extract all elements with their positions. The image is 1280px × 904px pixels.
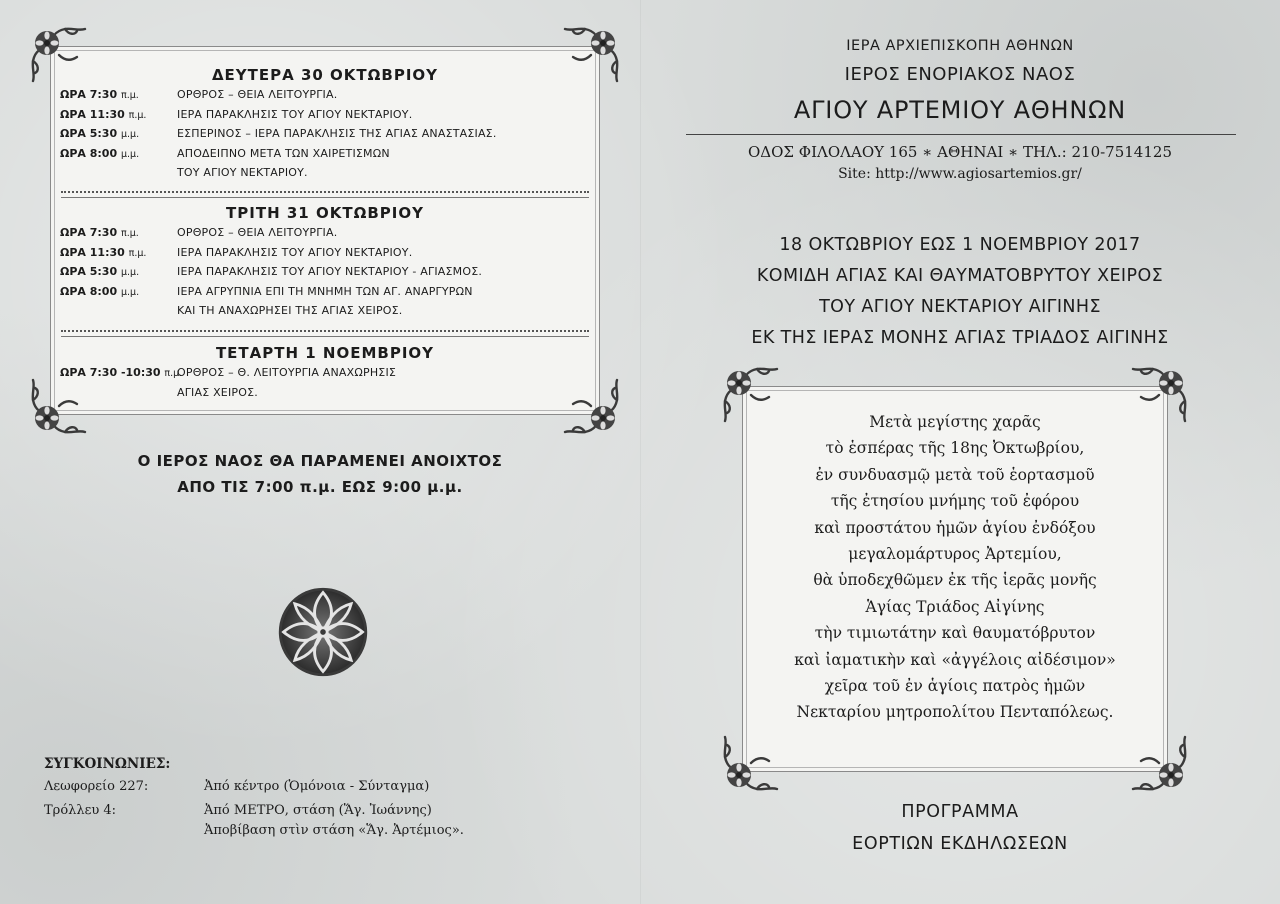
schedule-row (51, 243, 599, 263)
event-line: ΕΚ ΤΗΣ ΙΕΡΑΣ ΜΟΝΗΣ ΑΓΙΑΣ ΤΡΙΑΔΟΣ ΑΙΓΙΝΗΣ (751, 328, 1169, 348)
invitation-line: Νεκταρίου μητροπολίτου Πενταπόλεως. (796, 703, 1114, 722)
event-text: ΙΕΡΑ ΑΓΡΥΠΝΙΑ ΕΠΙ ΤΗ ΜΝΗΜΗ ΤΩΝ ΑΓ. ΑΝΑΡΓΥΡΩΝ (177, 284, 473, 298)
invitation-line: μεγαλομάρτυρος Ἀρτεμίου, (848, 545, 1062, 564)
event-line: 18 ΟΚΤΩΒΡΙΟΥ ΕΩΣ 1 ΝΟΕΜΒΡΙΟΥ 2017 (779, 235, 1141, 255)
schedule-row (51, 363, 599, 383)
event-text: ΙΕΡΑ ΠΑΡΑΚΛΗΣΙΣ ΤΟΥ ΑΓΙΟΥ ΝΕΚΤΑΡΙΟΥ - ΑΓΙΑΣΜΟΣ. (177, 265, 483, 278)
transport-value: Ἀποβίβαση στὶν στάση «Ἅγ. Ἀρτέμιος». (204, 823, 464, 838)
time: ΩΡΑ 7:30 (60, 88, 118, 101)
divider (61, 330, 589, 337)
time: ΩΡΑ 5:30 (60, 265, 118, 278)
invitation-line: ἐν συνδυασμῷ μετὰ τοῦ ἑορτασμοῦ (815, 465, 1095, 484)
event-heading (680, 230, 1240, 354)
time-suffix: π.μ. (128, 247, 147, 259)
schedule-row (51, 223, 599, 243)
time-suffix: π.μ. (120, 228, 139, 239)
schedule-day (51, 203, 599, 321)
schedule-row (51, 124, 599, 144)
schedule-row (51, 163, 599, 183)
rosette-icon (276, 585, 370, 679)
invitation-line: τὸ ἑσπέρας τῆς 18ης Ὀκτωβρίου, (825, 439, 1085, 458)
event-text: ΟΡΘΡΟΣ – ΘΕΙΑ ΛΕΙΤΟΥΡΓΙΑ. (177, 88, 338, 101)
schedule-row (51, 85, 599, 105)
event-text: ΑΠΟΔΕΙΠΝΟ ΜΕΤΑ ΤΩΝ ΧΑΙΡΕΤΙΣΜΩΝ (177, 146, 390, 160)
event-text: ΟΡΘΡΟΣ – ΘΕΙΑ ΛΕΙΤΟΥΡΓΙΑ. (177, 226, 338, 239)
time: ΩΡΑ 8:00 (60, 284, 118, 298)
parish-title: ΙΕΡΟΣ ΕΝΟΡΙΑΚΟΣ ΝΑΟΣ (844, 64, 1076, 85)
invitation-line: καὶ ἰαματικὴν καὶ «ἀγγέλοις αἰδέσιμον» (794, 650, 1116, 669)
event-text: ΙΕΡΑ ΠΑΡΑΚΛΗΣΙΣ ΤΟΥ ΑΓΙΟΥ ΝΕΚΤΑΡΙΟΥ. (177, 245, 413, 259)
time: ΩΡΑ 7:30 -10:30 (60, 366, 161, 379)
invitation-line: καὶ προστάτου ἡμῶν ἁγίου ἐνδόξου (814, 518, 1096, 537)
invitation-line: Ἁγίας Τριάδος Αἰγίνης (865, 597, 1045, 616)
event-line: ΤΟΥ ΑΓΙΟΥ ΝΕΚΤΑΡΙΟΥ ΑΙΓΙΝΗΣ (819, 297, 1101, 317)
schedule-row (51, 144, 599, 164)
time: ΩΡΑ 11:30 (60, 107, 125, 121)
event-text: ΤΟΥ ΑΓΙΟΥ ΝΕΚΤΑΡΙΟΥ. (177, 166, 308, 179)
opening-hours-line: ΑΠΟ ΤΙΣ 7:00 π.μ. ΕΩΣ 9:00 μ.μ. (177, 478, 463, 496)
transport-value: Ἀπό κέντρο (Ὁμόνοια - Σύνταγμα) (204, 779, 430, 794)
time: ΩΡΑ 7:30 (60, 226, 118, 239)
time: ΩΡΑ 5:30 (60, 127, 118, 140)
time-suffix: μ.μ. (120, 148, 140, 160)
invitation-line: θὰ ὑποδεχθῶμεν ἐκ τῆς ἱερᾶς μονῆς (813, 571, 1097, 590)
address: ΟΔΟΣ ΦΙΛΟΛΑΟΥ 165 ∗ ΑΘΗΝΑΙ ∗ ΤΗΛ.: 210-7514125 (748, 143, 1172, 161)
church-name: ΑΓΙΟΥ ΑΡΤΕΜΙΟΥ ΑΘΗΝΩΝ (793, 96, 1127, 124)
header-rule (686, 134, 1236, 135)
transport-label: Τρόλλευ 4: (44, 803, 117, 818)
invitation-line: χεῖρα τοῦ ἐν ἁγίοις πατρὸς ἡμῶν (824, 677, 1086, 696)
schedule-panel (50, 46, 600, 415)
program-title (680, 796, 1240, 860)
archdiocese-title: ΙΕΡΑ ΑΡΧΙΕΠΙΣΚΟΠΗ ΑΘΗΝΩΝ (846, 38, 1074, 54)
invitation-panel (742, 386, 1168, 772)
page-fold (640, 0, 641, 904)
time-suffix: π.μ. (164, 368, 183, 379)
time: ΩΡΑ 8:00 (60, 146, 118, 160)
event-line: ΚΟΜΙΔΗ ΑΓΙΑΣ ΚΑΙ ΘΑΥΜΑΤΟΒΡΥΤΟΥ ΧΕΙΡΟΣ (756, 266, 1164, 286)
transport-value: Ἀπό ΜΕΤΡΟ, στάση (Ἅγ. Ἰωάννης) (204, 803, 432, 818)
event-text: ΚΑΙ ΤΗ ΑΝΑΧΩΡΗΣΕΙ ΤΗΣ ΑΓΙΑΣ ΧΕΙΡΟΣ. (177, 304, 403, 317)
event-text: ΙΕΡΑ ΠΑΡΑΚΛΗΣΙΣ ΤΟΥ ΑΓΙΟΥ ΝΕΚΤΑΡΙΟΥ. (177, 107, 413, 121)
schedule-row (51, 383, 599, 403)
opening-hours-line: Ο ΙΕΡΟΣ ΝΑΟΣ ΘΑ ΠΑΡΑΜΕΝΕΙ ΑΝΟΙΧΤΟΣ (137, 452, 503, 470)
opening-hours-note (60, 448, 580, 500)
schedule-row (51, 262, 599, 282)
day-title: ΤΡΙΤΗ 31 ΟΚΤΩΒΡΙΟΥ (226, 204, 424, 222)
time-suffix: π.μ. (128, 109, 147, 121)
time: ΩΡΑ 11:30 (60, 245, 125, 259)
schedule-day (51, 343, 599, 402)
time-suffix: μ.μ. (120, 267, 140, 278)
day-title: ΔΕΥΤΕΡΑ 30 ΟΚΤΩΒΡΙΟΥ (211, 66, 439, 84)
schedule-row (51, 301, 599, 321)
divider (61, 191, 589, 198)
program-line: ΠΡΟΓΡΑΜΜΑ (901, 802, 1019, 822)
schedule-row (51, 105, 599, 125)
event-text: ΕΣΠΕΡΙΝΟΣ – ΙΕΡΑ ΠΑΡΑΚΛΗΣΙΣ ΤΗΣ ΑΓΙΑΣ ΑΝΑΣΤΑΣΙΑΣ. (177, 127, 497, 140)
corner-ornament-icon (1123, 727, 1193, 797)
schedule-row (51, 282, 599, 302)
day-title: ΤΕΤΑΡΤΗ 1 ΝΟΕΜΒΡΙΟΥ (215, 344, 435, 362)
invitation-line: Μετὰ μεγίστης χαρᾶς (869, 413, 1041, 431)
transport-info (44, 756, 604, 844)
transport-row (44, 820, 604, 844)
transport-label: Λεωφορείο 227: (44, 779, 149, 794)
schedule-day (51, 65, 599, 183)
time-suffix: π.μ. (120, 90, 139, 101)
time-suffix: μ.μ. (120, 129, 140, 140)
program-line: ΕΟΡΤΙΩΝ ΕΚΔΗΛΩΣΕΩΝ (852, 834, 1068, 854)
event-text: ΑΓΙΑΣ ΧΕΙΡΟΣ. (177, 385, 258, 399)
event-text: ΟΡΘΡΟΣ – Θ. ΛΕΙΤΟΥΡΓΙΑ ΑΝΑΧΩΡΗΣΙΣ (177, 366, 397, 379)
invitation-line: τὴν τιμιωτάτην καὶ θαυματόβρυτον (814, 624, 1096, 643)
website: Site: http://www.agiosartemios.gr/ (838, 166, 1082, 182)
transport-row (44, 776, 604, 800)
transport-title: ΣΥΓΚΟΙΝΩΝΙΕΣ: (44, 756, 171, 772)
time-suffix: μ.μ. (120, 286, 140, 298)
invitation-line: τῆς ἐτησίου μνήμης τοῦ ἐφόρου (830, 492, 1080, 511)
corner-ornament-icon (717, 727, 787, 797)
invitation-text (743, 409, 1167, 726)
